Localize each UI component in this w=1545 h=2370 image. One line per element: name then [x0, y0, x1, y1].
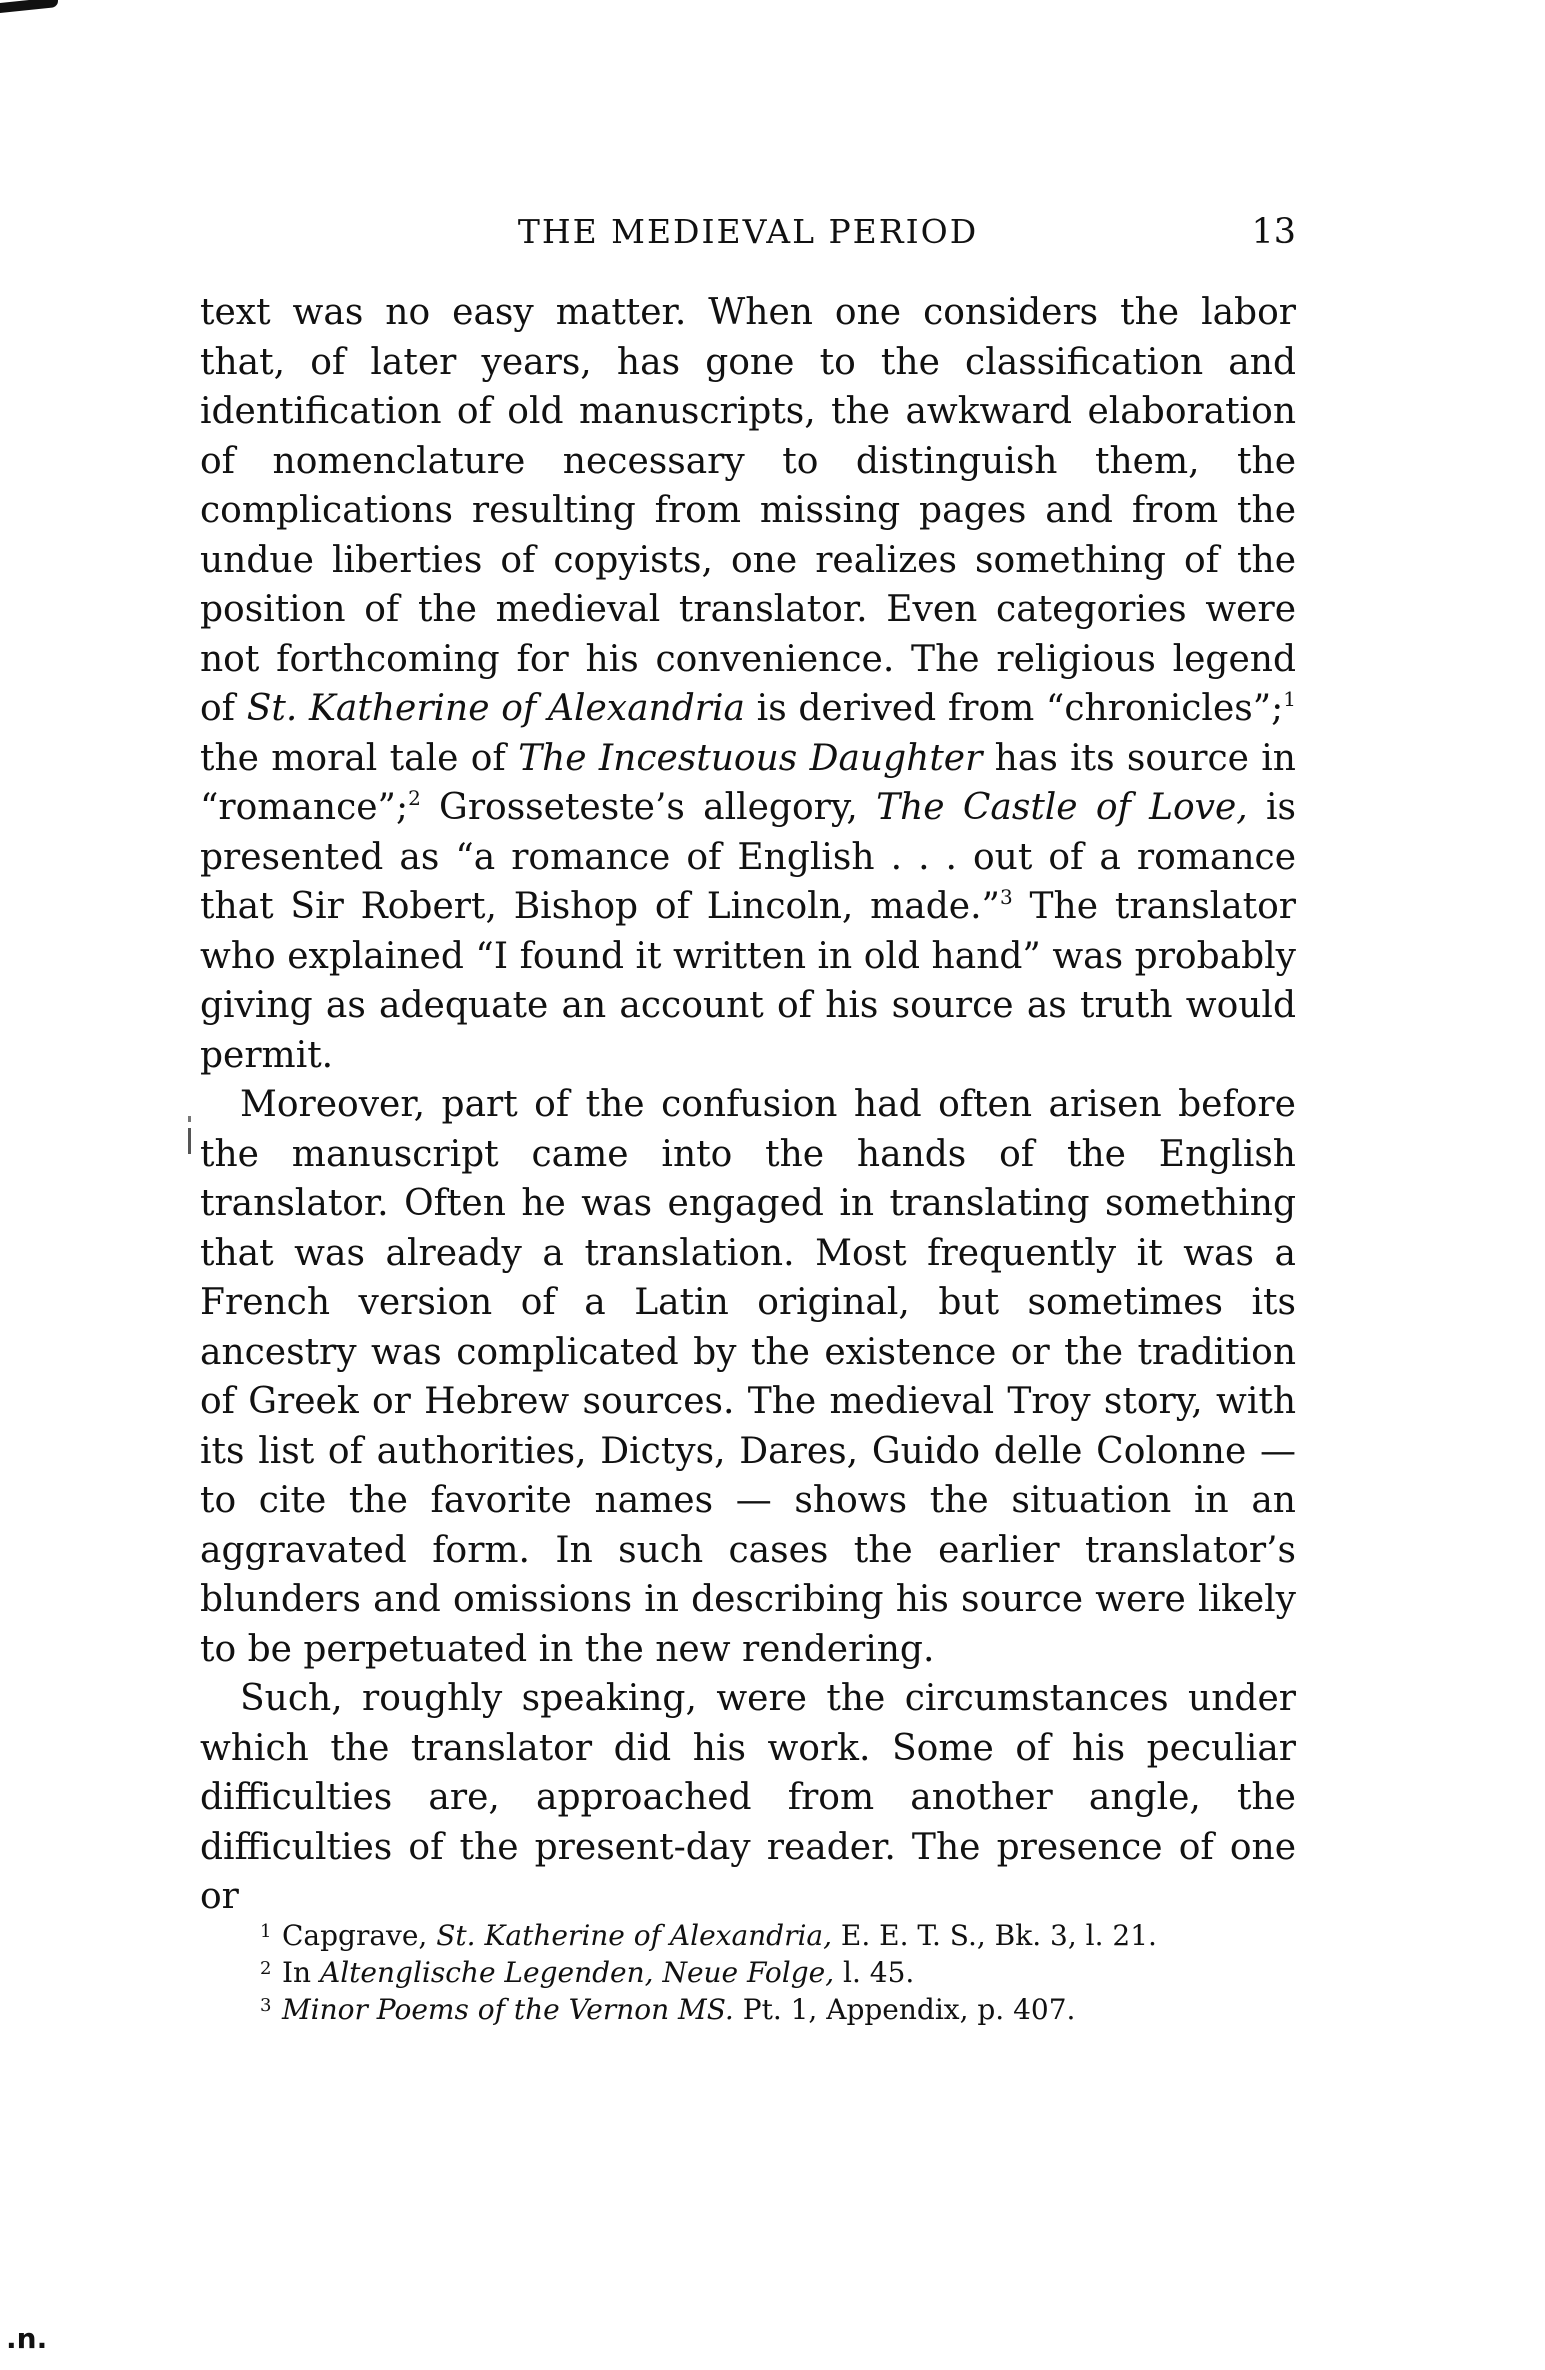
footnote-2	[200, 1954, 1296, 1991]
footnote-number: 2	[260, 1958, 272, 1979]
text-run: The translator who explained “I found it written in old hand” was probably giving as adequate an account of his source as truth would permit.	[200, 886, 1297, 1076]
text-run: is derived from “chronicles”;	[744, 688, 1284, 729]
text-run: has its source in “romance”;	[200, 737, 1296, 828]
italic-title: The Castle of Love,	[876, 787, 1248, 828]
text-run: is presented as “a romance of English . . . out of a romance that Sir Robert, Bishop of Lincoln, made.”	[200, 787, 1296, 927]
paragraph-1	[200, 288, 1296, 1080]
running-head: THE MEDIEVAL PERIOD	[517, 212, 979, 251]
footnote-number: 1	[260, 1921, 272, 1942]
text-run: the moral tale of	[200, 737, 519, 779]
footnote-text: In	[282, 1956, 320, 1989]
footnote-ref-1: 1	[1283, 687, 1296, 711]
italic-title: St. Katherine of Alexandria	[246, 688, 745, 729]
text-run: Grosseteste’s allegory,	[420, 787, 877, 828]
footnote-1	[200, 1917, 1296, 1954]
footnote-3	[200, 1991, 1296, 2028]
paragraph-2: Moreover, part of the confusion had often arisen before the manuscript came into the hands of the English translator. Often he was engaged in translating something that was already a translation. Most frequently it was a French version of a Latin original, but sometimes its ancestry was complicated by the existence or the tradition of Greek or Hebrew sources. The medieval Troy story, with its list of authorities, Dictys, Dares, Guido delle Colonne — to cite the favorite names — shows the situation in an aggravated form. In such cases the earlier translator’s blunders and omissions in describing his source were likely to be perpetuated in the new rendering.	[200, 1084, 1296, 1670]
italic-title: The Incestuous Daughter	[518, 737, 983, 779]
footnotes	[200, 1917, 1296, 2028]
margin-mark	[188, 1128, 191, 1154]
footnote-title: Altenglische Legenden, Neue Folge,	[320, 1956, 835, 1989]
margin-mark	[188, 1116, 191, 1122]
footnote-ref-2: 2	[408, 786, 421, 810]
body-text	[200, 288, 1296, 1922]
paragraph-3: Such, roughly speaking, were the circumstances under which the translator did his work. Some of his peculiar difficulties are, approached from another angle, the difficulties of the present-day reader. The presence of one or	[200, 1678, 1296, 1917]
footnote-title: St. Katherine of Alexandria,	[436, 1919, 833, 1952]
page-header	[200, 212, 1296, 262]
footnote-text: Capgrave,	[282, 1919, 437, 1952]
footnote-title: Minor Poems of the Vernon MS.	[282, 1993, 734, 2026]
footnote-text: l. 45.	[834, 1956, 915, 1989]
footnote-ref-3: 3	[999, 885, 1013, 909]
footnote-text: Pt. 1, Appendix, p. 407.	[733, 1993, 1076, 2026]
footnote-number: 3	[260, 1995, 272, 2016]
text-run: text was no easy matter. When one considers the labor that, of later years, has gone to the classification and identification of old manuscripts, the awkward elaboration of nomenclature necessary to distinguish them, the complications resulting from missing pages and from the undue liberties of copyists, one realizes something of the position of the medieval translator. Even categories were not forthcoming for his convenience. The religious legend of	[200, 292, 1296, 729]
page-number: 13	[1251, 212, 1296, 252]
scan-artifact-top	[0, 0, 58, 13]
scan-artifact-bottom: .n.	[6, 2322, 48, 2355]
footnote-text: E. E. T. S., Bk. 3, l. 21.	[832, 1919, 1157, 1952]
